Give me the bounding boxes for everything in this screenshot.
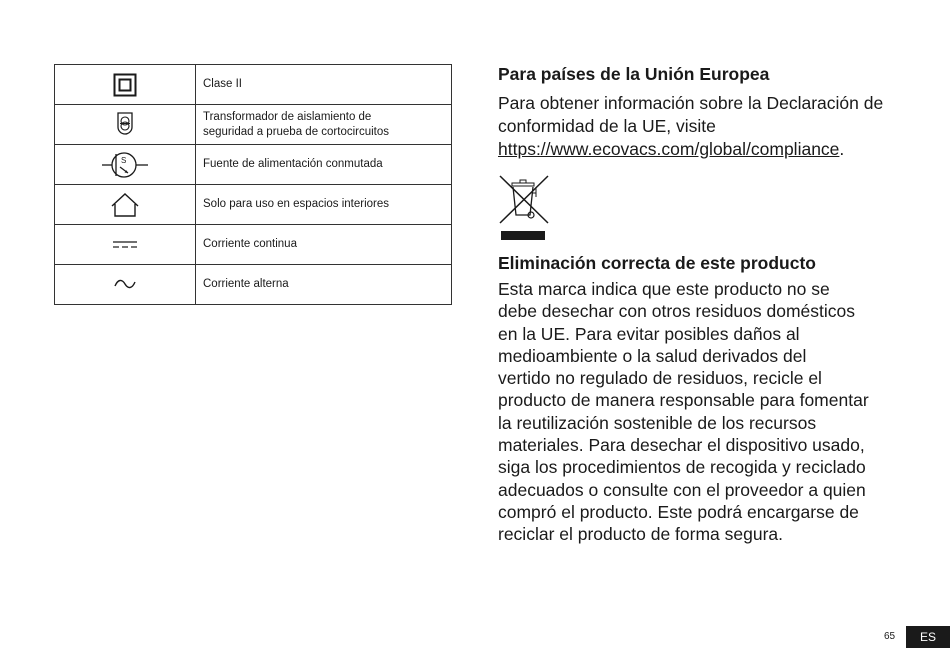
eu-text: Para obtener información sobre la Declaración de conformidad de la UE, visite — [498, 93, 884, 136]
disposal-line: compró el producto. Este podrá encargarse de — [498, 501, 859, 522]
disposal-line: siga los procedimientos de recogida y reciclado — [498, 457, 866, 478]
table-row — [55, 105, 452, 145]
table-row — [55, 145, 452, 185]
crossed-out-wheelie-bin-icon — [498, 173, 552, 241]
disposal-paragraph — [498, 278, 918, 546]
compliance-link[interactable]: https://www.ecovacs.com/global/compliance — [498, 139, 840, 159]
disposal-line: materiales. Para desechar el dispositivo usado, — [498, 435, 865, 456]
table-row — [55, 225, 452, 265]
alternating-current-icon — [55, 265, 196, 305]
switch-mode-power-supply-icon — [55, 145, 196, 185]
svg-text:S: S — [121, 155, 127, 165]
eu-heading: Para países de la Unión Europea — [498, 64, 770, 84]
right-column — [498, 62, 918, 546]
table-row — [55, 265, 452, 305]
symbol-label: Corriente continua — [196, 225, 452, 265]
symbol-label: Clase II — [196, 65, 452, 105]
table-row — [55, 185, 452, 225]
disposal-heading: Eliminación correcta de este producto — [498, 253, 816, 273]
page-number: 65 — [884, 631, 896, 642]
disposal-line: reciclar el producto de forma segura. — [498, 524, 783, 545]
disposal-line: producto de manera responsable para fomentar — [498, 390, 869, 411]
safety-transformer-icon — [55, 105, 196, 145]
class-ii-icon — [55, 65, 196, 105]
symbol-label: Corriente alterna — [196, 265, 452, 305]
direct-current-icon — [55, 225, 196, 265]
symbol-label: Transformador de aislamiento de seguridad a prueba de cortocircuitos — [196, 105, 452, 145]
eu-paragraph — [498, 92, 918, 161]
disposal-line: adecuados o consulte con el proveedor a quien — [498, 479, 866, 500]
eu-period: . — [839, 139, 845, 159]
symbol-label: Fuente de alimentación conmutada — [196, 145, 452, 185]
symbol-label: Solo para uso en espacios interiores — [196, 185, 452, 225]
symbols-table — [54, 64, 452, 305]
disposal-line: en la UE. Para evitar posibles daños al — [498, 323, 800, 344]
disposal-line: la reutilización sostenible de los recursos — [498, 412, 817, 433]
disposal-line: medioambiente o la salud derivados del — [498, 345, 807, 366]
language-tab: ES — [906, 626, 950, 648]
indoor-use-icon — [55, 185, 196, 225]
disposal-line: debe desechar con otros residuos domésticos — [498, 301, 856, 322]
disposal-line: Esta marca indica que este producto no se — [498, 279, 830, 299]
table-row — [55, 65, 452, 105]
disposal-line: vertido no regulado de residuos, recicle el — [498, 368, 822, 389]
